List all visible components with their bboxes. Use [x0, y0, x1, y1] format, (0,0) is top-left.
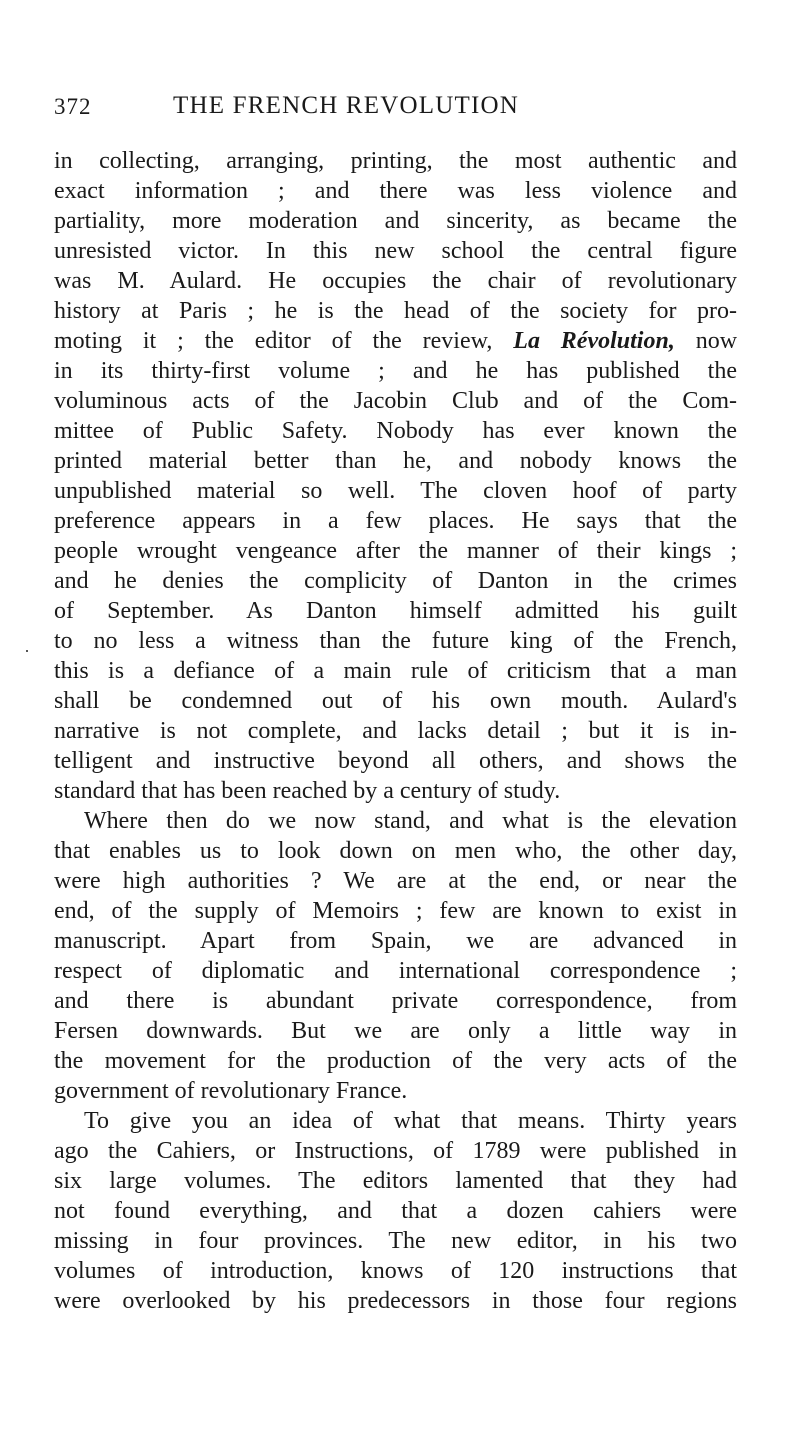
text-line: To give you an idea of what that means. Thirty years	[84, 1108, 737, 1134]
text-line: end, of the supply of Memoirs ; few are known to exist in	[54, 898, 737, 924]
text-line: and there is abundant private correspondence, from	[54, 988, 737, 1014]
text-line: in collecting, arranging, printing, the most authentic and	[54, 148, 737, 174]
text-line: unpublished material so well. The cloven hoof of party	[54, 478, 737, 504]
text-line: ago the Cahiers, or Instructions, of 1789 were published in	[54, 1138, 737, 1164]
text-line: in its thirty-first volume ; and he has published the	[54, 358, 737, 384]
text-line: that enables us to look down on men who, the other day,	[54, 838, 737, 864]
text-line: of September. As Danton himself admitted his guilt	[54, 598, 737, 624]
text-line: missing in four provinces. The new editor, in his two	[54, 1228, 737, 1254]
text-line: unresisted victor. In this new school the central figure	[54, 238, 737, 264]
text-line: Where then do we now stand, and what is the elevation	[84, 808, 737, 834]
text-line: partiality, more moderation and sincerity, as became the	[54, 208, 737, 234]
text-line: telligent and instructive beyond all others, and shows the	[54, 748, 737, 774]
text-line: manuscript. Apart from Spain, we are advanced in	[54, 928, 737, 954]
text-line: volumes of introduction, knows of 120 instructions that	[54, 1258, 737, 1284]
text-line: were overlooked by his predecessors in those four regions	[54, 1288, 737, 1314]
text-line: this is a defiance of a main rule of criticism that a man	[54, 658, 737, 684]
text-line: exact information ; and there was less violence and	[54, 178, 737, 204]
journal-title: La Révolution,	[513, 328, 675, 354]
body-text	[54, 146, 737, 1316]
text-line: shall be condemned out of his own mouth. Aulard's	[54, 688, 737, 714]
text-line: to no less a witness than the future king of the French,	[54, 628, 737, 654]
text-line: history at Paris ; he is the head of the society for pro-	[54, 298, 737, 324]
text-segment: moting it ; the editor of the review,	[54, 328, 493, 354]
running-title: THE FRENCH REVOLUTION	[173, 92, 520, 119]
text-line: mittee of Public Safety. Nobody has ever known the	[54, 418, 737, 444]
text-segment: now	[695, 328, 738, 354]
text-line: standard that has been reached by a century of study.	[54, 778, 561, 804]
text-line: respect of diplomatic and international correspondence ;	[54, 958, 737, 984]
text-line: printed material better than he, and nobody knows the	[54, 448, 737, 474]
text-line: voluminous acts of the Jacobin Club and of the Com-	[54, 388, 737, 414]
text-line: were high authorities ? We are at the end, or near the	[54, 868, 737, 894]
text-line: and he denies the complicity of Danton in the crimes	[54, 568, 737, 594]
text-line: people wrought vengeance after the manner of their kings ;	[54, 538, 737, 564]
text-line: preference appears in a few places. He says that the	[54, 508, 737, 534]
text-line: narrative is not complete, and lacks detail ; but it is in-	[54, 718, 737, 744]
text-line: the movement for the production of the very acts of the	[54, 1048, 737, 1074]
scan-speck	[26, 650, 28, 652]
page-number: 372	[54, 94, 92, 119]
text-line	[54, 326, 737, 356]
text-line: not found everything, and that a dozen cahiers were	[54, 1198, 737, 1224]
text-line: six large volumes. The editors lamented that they had	[54, 1168, 737, 1194]
text-line: Fersen downwards. But we are only a little way in	[54, 1018, 737, 1044]
text-line: was M. Aulard. He occupies the chair of revolutionary	[54, 268, 737, 294]
text-line: government of revolutionary France.	[54, 1078, 408, 1104]
